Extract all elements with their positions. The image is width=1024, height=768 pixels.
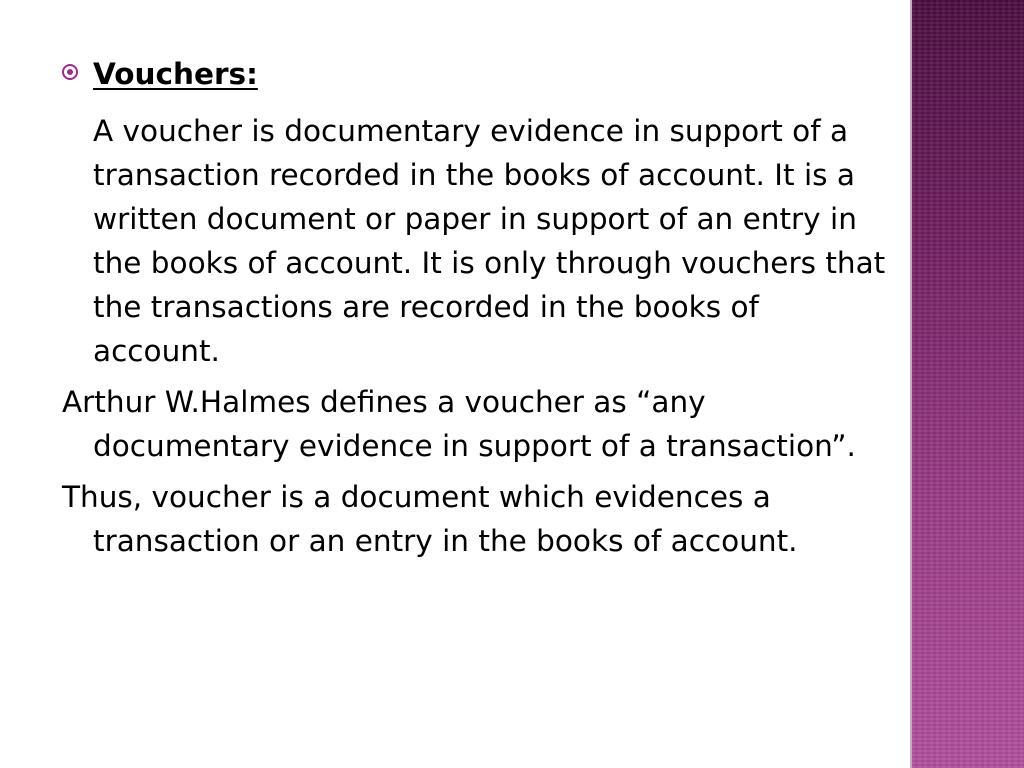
target-bullet-icon — [62, 64, 78, 80]
slide-heading: Vouchers: — [93, 57, 258, 91]
decorative-sidebar — [912, 0, 1024, 768]
definition-paragraph: A voucher is documentary evidence in support of a transaction recorded in the books of account. It is a written document or paper in support of an entry in the books of account. It is only through vouchers that the transactions are recorded in the books of account. — [93, 114, 886, 368]
quote-paragraph: Arthur W.Halmes defines a voucher as “any documentary evidence in support of a transaction”. — [62, 385, 856, 463]
conclusion-paragraph: Thus, voucher is a document which evidences a transaction or an entry in the books of account. — [62, 480, 798, 558]
heading-row — [62, 52, 892, 96]
slide-content — [62, 52, 892, 563]
